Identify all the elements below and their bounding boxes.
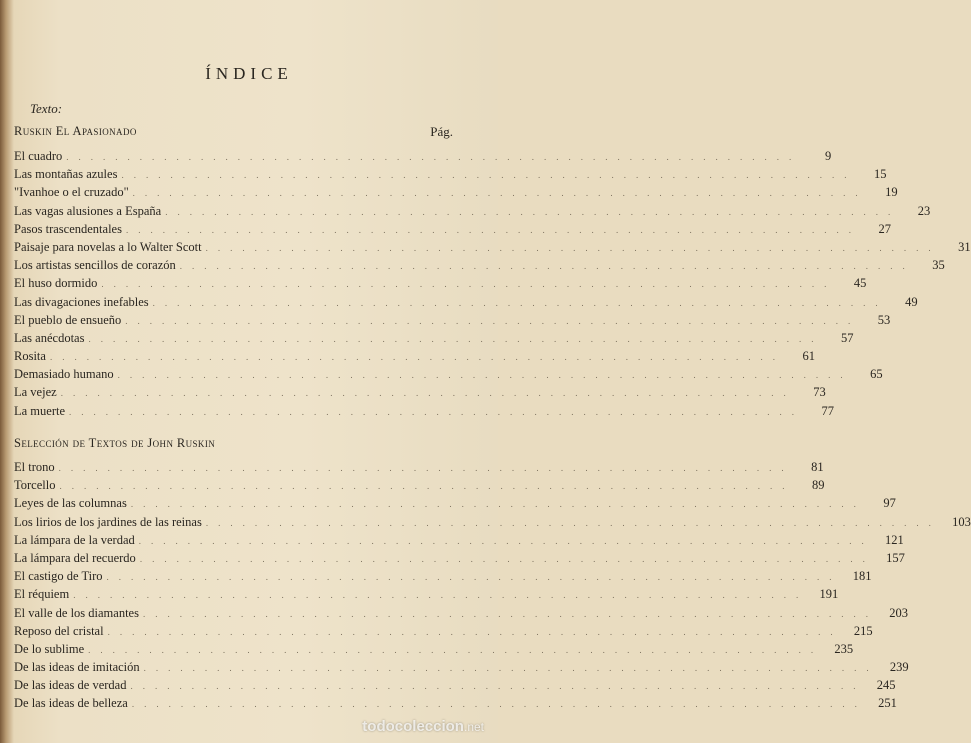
toc-entry-page: 73 (813, 385, 826, 400)
dot-leader: ............................................................ (59, 481, 795, 492)
toc-entry (14, 605, 908, 624)
toc-entry-title: Reposo del cristal (14, 623, 104, 638)
dot-leader: ............................................................ (205, 517, 941, 528)
dot-leader: ............................................................ (106, 572, 842, 583)
pag-column-label: Pág. (430, 124, 453, 139)
toc-entry-title: Las anécdotas (14, 330, 85, 345)
toc-entry-page: 27 (878, 221, 891, 236)
toc-entry-title: De las ideas de imitación (14, 660, 140, 675)
toc-entry (14, 696, 897, 714)
toc-entry-title: Pasos trascendentales (14, 221, 122, 236)
section-heading-ruskin-apasionado: Ruskin El Apasionado (14, 124, 137, 138)
dot-leader: ............................................................ (88, 644, 824, 655)
toc-entry-page: 65 (870, 367, 883, 382)
toc-entry-title: La vejez (14, 385, 57, 400)
toc-entry (14, 478, 825, 496)
toc-entry-title: Demasiado humano (14, 367, 114, 382)
texto-label: Texto: (30, 101, 63, 116)
dot-leader: ............................................................ (152, 297, 888, 308)
toc-entry (14, 312, 891, 331)
dot-leader: ............................................................ (101, 279, 837, 290)
toc-entry-page: 9 (825, 149, 832, 163)
toc-entry-page: 191 (819, 587, 839, 602)
section-heading-seleccion-textos: Selección de Textos de John Ruskin (14, 436, 216, 450)
toc-entry-page: 103 (952, 514, 971, 529)
toc-entry-page: 245 (876, 678, 896, 693)
toc-entry (14, 221, 891, 240)
toc-entry-page: 61 (802, 349, 815, 364)
dot-leader: ............................................................ (73, 590, 809, 601)
watermark-name: todocoleccion (362, 718, 464, 735)
toc-entry-page: 23 (917, 203, 931, 218)
toc-entry (14, 514, 971, 533)
toc-entry-title: El réquiem (14, 587, 70, 602)
dot-leader: ............................................................ (69, 406, 805, 417)
toc-entry (14, 203, 931, 222)
watermark-tld: .net (463, 720, 484, 734)
toc-entry-page: 77 (821, 403, 835, 418)
toc-entry-page: 15 (873, 167, 887, 182)
toc-entry (14, 496, 896, 514)
toc-entry (14, 294, 918, 313)
toc-entry-page: 251 (878, 696, 897, 711)
dot-leader: ............................................................ (131, 699, 867, 710)
toc-entry (14, 460, 824, 478)
toc-entry-title: La lámpara del recuerdo (14, 550, 136, 565)
toc-entry-page: 53 (877, 312, 891, 327)
dot-leader: ............................................................ (58, 463, 794, 473)
toc-entry-title: El castigo de Tiro (14, 569, 103, 584)
toc-entry-page: 235 (834, 641, 854, 656)
toc-entry-page: 35 (932, 258, 945, 273)
toc-entry-page: 239 (889, 660, 909, 675)
toc-entry-page: 121 (885, 532, 904, 547)
toc-entry-title: Las vagas alusiones a España (14, 203, 162, 218)
dot-leader: ............................................................ (143, 663, 879, 674)
toc-list-section-1 (14, 149, 971, 422)
toc-entry (14, 149, 832, 167)
dot-leader: ............................................................ (132, 188, 868, 199)
toc-entry (14, 678, 896, 696)
dot-leader: ............................................................ (138, 535, 874, 546)
toc-entry (14, 385, 826, 403)
dot-leader: ............................................................ (88, 333, 824, 344)
toc-entry (14, 330, 854, 349)
toc-entry-page: 19 (885, 185, 898, 200)
toc-entry-title: De las ideas de verdad (14, 678, 127, 693)
dot-leader: ............................................................ (205, 242, 941, 253)
toc-entry-page: 203 (889, 605, 908, 620)
toc-entry (14, 239, 971, 258)
dot-leader: ............................................................ (121, 170, 857, 181)
toc-entry-title: "Ivanhoe o el cruzado" (14, 185, 129, 200)
toc-entry-page: 49 (905, 294, 918, 309)
toc-entry (14, 349, 815, 367)
toc-entry-title: La muerte (14, 403, 66, 418)
toc-entry-title: La lámpara de la verdad (14, 532, 135, 547)
dot-leader: ............................................................ (60, 388, 796, 399)
dot-leader: ............................................................ (125, 315, 861, 326)
toc-entry-page: 89 (811, 478, 825, 493)
dot-leader: ............................................................ (179, 261, 915, 272)
toc-entry (14, 623, 873, 642)
toc-entry-page: 57 (840, 330, 854, 345)
watermark (362, 718, 484, 735)
toc-entry-title: Los lirios de los jardines de las reinas (14, 514, 202, 529)
toc-entry (14, 641, 854, 660)
toc-entry (14, 185, 898, 203)
toc-entry-title: El cuadro (14, 149, 63, 163)
toc-entry-title: Las divagaciones inefables (14, 294, 149, 309)
toc-entry-page: 157 (886, 550, 905, 565)
dot-leader: ............................................................ (130, 499, 866, 510)
toc-entry-title: El huso dormido (14, 276, 98, 291)
toc-entry (14, 587, 839, 605)
toc-entry (14, 403, 835, 422)
toc-entry-title: Leyes de las columnas (14, 496, 127, 511)
dot-leader: ............................................................ (142, 608, 878, 619)
toc-entry-page: 97 (883, 496, 896, 511)
toc-entry-title: Paisaje para novelas a lo Walter Scott (14, 239, 202, 254)
dot-leader: ............................................................ (139, 553, 875, 564)
dot-leader: ............................................................ (165, 206, 901, 217)
toc-entry (14, 532, 904, 551)
toc-entry (14, 660, 909, 678)
toc-entry (14, 367, 883, 385)
toc-entry-title: Las montañas azules (14, 167, 118, 182)
toc-entry-title: El pueblo de ensueño (14, 312, 122, 327)
toc-entry-title: De las ideas de belleza (14, 696, 128, 711)
toc-entry-page: 215 (853, 623, 873, 638)
toc-entry (14, 258, 945, 276)
toc-entry-title: Los artistas sencillos de corazón (14, 258, 176, 273)
toc-entry-page: 181 (852, 569, 872, 584)
page-title: ÍNDICE (205, 64, 293, 83)
dot-leader: ............................................................ (117, 370, 853, 381)
toc-entry-title: El trono (14, 460, 55, 474)
dot-leader: ............................................................ (49, 352, 785, 363)
toc-list-section-2 (14, 460, 971, 715)
toc-entry-page: 45 (853, 276, 867, 291)
toc-entry (14, 550, 905, 569)
toc-entry-page: 31 (958, 239, 971, 254)
dot-leader: ............................................................ (130, 681, 866, 692)
toc-entry-title: Torcello (14, 478, 56, 493)
toc-entry (14, 276, 867, 294)
toc-entry (14, 569, 872, 587)
toc-entry-page: 81 (811, 460, 824, 474)
toc-entry-title: El valle de los diamantes (14, 605, 139, 620)
dot-leader: ............................................................ (125, 224, 861, 235)
toc-entry-title: De lo sublime (14, 641, 85, 656)
dot-leader: ............................................................ (107, 626, 843, 637)
toc-entry (14, 167, 887, 185)
toc-entry-title: Rosita (14, 349, 46, 364)
dot-leader: ............................................................ (66, 152, 802, 162)
